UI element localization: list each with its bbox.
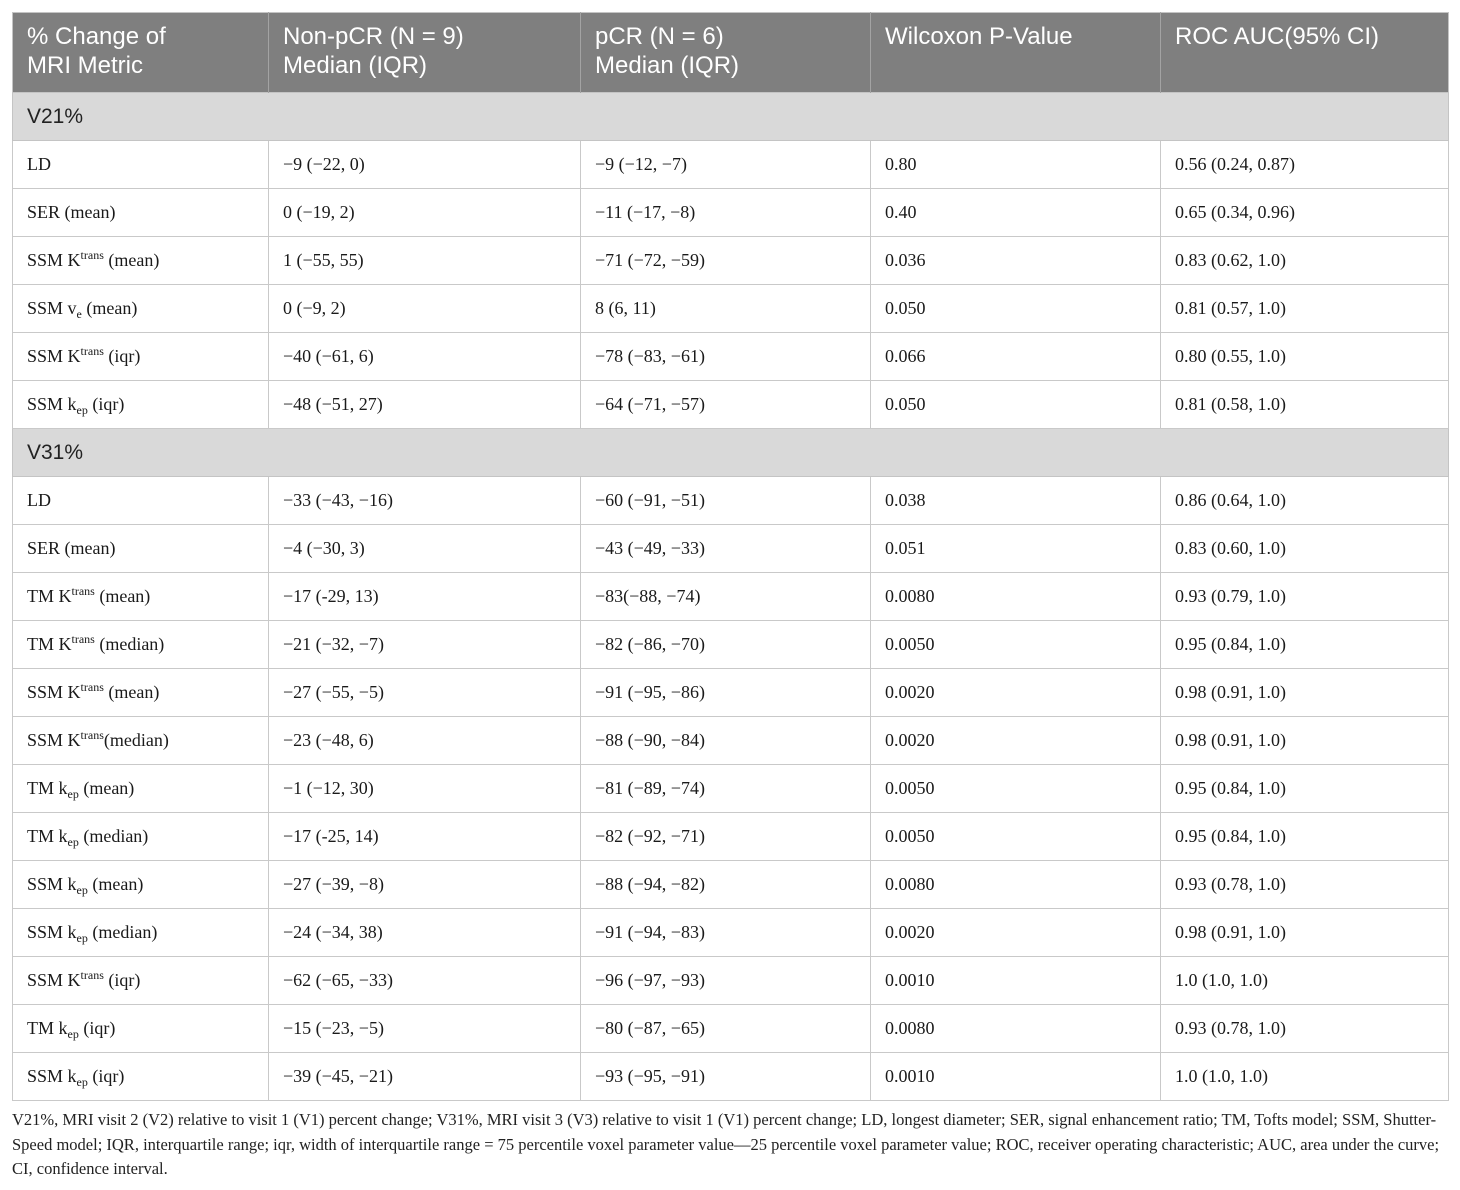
metric-cell xyxy=(13,477,269,525)
roc-auc-cell: 0.81 (0.57, 1.0) xyxy=(1161,285,1449,333)
header-pcr xyxy=(581,13,871,93)
table-row xyxy=(13,141,1449,189)
pcr-cell: −91 (−94, −83) xyxy=(581,909,871,957)
metric-base: SSM k xyxy=(27,922,77,942)
non-pcr-cell: 0 (−19, 2) xyxy=(269,189,581,237)
metric-cell xyxy=(13,333,269,381)
table-row xyxy=(13,381,1449,429)
metric-subscript: ep xyxy=(67,1027,79,1041)
p-value-cell: 0.036 xyxy=(871,237,1161,285)
metric-cell xyxy=(13,669,269,717)
metric-base: TM K xyxy=(27,586,72,606)
pcr-cell: −60 (−91, −51) xyxy=(581,477,871,525)
roc-auc-cell: 1.0 (1.0, 1.0) xyxy=(1161,957,1449,1005)
p-value-cell: 0.0080 xyxy=(871,1005,1161,1053)
pcr-cell: 8 (6, 11) xyxy=(581,285,871,333)
p-value-cell: 0.0020 xyxy=(871,909,1161,957)
non-pcr-cell: 0 (−9, 2) xyxy=(269,285,581,333)
metric-base: SSM k xyxy=(27,874,77,894)
table-row xyxy=(13,1053,1449,1101)
roc-auc-cell: 0.81 (0.58, 1.0) xyxy=(1161,381,1449,429)
metric-cell xyxy=(13,285,269,333)
metric-cell xyxy=(13,189,269,237)
metric-cell xyxy=(13,861,269,909)
metric-subscript: ep xyxy=(76,403,88,417)
metric-suffix: (iqr) xyxy=(87,1066,125,1086)
pcr-cell: −88 (−90, −84) xyxy=(581,717,871,765)
table-row xyxy=(13,237,1449,285)
pcr-cell: −43 (−49, −33) xyxy=(581,525,871,573)
metric-base: SSM K xyxy=(27,730,81,750)
metric-cell xyxy=(13,957,269,1005)
metric-suffix: (iqr) xyxy=(103,970,141,990)
metric-cell xyxy=(13,765,269,813)
header-line: Median (IQR) xyxy=(283,52,428,79)
non-pcr-cell: −40 (−61, 6) xyxy=(269,333,581,381)
metric-cell xyxy=(13,909,269,957)
roc-auc-cell: 0.93 (0.79, 1.0) xyxy=(1161,573,1449,621)
pcr-cell: −88 (−94, −82) xyxy=(581,861,871,909)
section-row xyxy=(13,93,1449,141)
table-row xyxy=(13,573,1449,621)
metric-cell xyxy=(13,237,269,285)
p-value-cell: 0.0050 xyxy=(871,621,1161,669)
metric-cell xyxy=(13,621,269,669)
roc-auc-cell: 0.83 (0.60, 1.0) xyxy=(1161,525,1449,573)
metric-subscript: ep xyxy=(76,883,88,897)
table-row xyxy=(13,333,1449,381)
table-row xyxy=(13,813,1449,861)
table-body xyxy=(13,93,1449,1101)
metric-superscript: trans xyxy=(71,632,95,646)
non-pcr-cell: −24 (−34, 38) xyxy=(269,909,581,957)
non-pcr-cell: −1 (−12, 30) xyxy=(269,765,581,813)
header-line: Non-pCR (N = 9) xyxy=(283,23,464,50)
metric-superscript: trans xyxy=(80,344,104,358)
section-label: V21% xyxy=(13,93,1449,141)
pcr-cell: −64 (−71, −57) xyxy=(581,381,871,429)
roc-auc-cell: 0.86 (0.64, 1.0) xyxy=(1161,477,1449,525)
non-pcr-cell: −17 (-25, 14) xyxy=(269,813,581,861)
metric-suffix: (iqr) xyxy=(78,1018,116,1038)
metric-suffix: (median) xyxy=(78,826,149,846)
p-value-cell: 0.0050 xyxy=(871,765,1161,813)
p-value-cell: 0.051 xyxy=(871,525,1161,573)
metric-superscript: trans xyxy=(71,584,95,598)
p-value-cell: 0.0010 xyxy=(871,957,1161,1005)
pcr-cell: −81 (−89, −74) xyxy=(581,765,871,813)
metric-suffix: (mean) xyxy=(94,586,151,606)
roc-auc-cell: 1.0 (1.0, 1.0) xyxy=(1161,1053,1449,1101)
table-row xyxy=(13,669,1449,717)
section-row xyxy=(13,429,1449,477)
roc-auc-cell: 0.95 (0.84, 1.0) xyxy=(1161,621,1449,669)
metric-superscript: trans xyxy=(80,680,104,694)
roc-auc-cell: 0.98 (0.91, 1.0) xyxy=(1161,717,1449,765)
p-value-cell: 0.80 xyxy=(871,141,1161,189)
table-row xyxy=(13,717,1449,765)
table-row xyxy=(13,861,1449,909)
non-pcr-cell: −27 (−39, −8) xyxy=(269,861,581,909)
p-value-cell: 0.050 xyxy=(871,381,1161,429)
metric-suffix: (mean) xyxy=(81,298,138,318)
roc-auc-cell: 0.93 (0.78, 1.0) xyxy=(1161,861,1449,909)
header-line: Median (IQR) xyxy=(595,52,740,79)
non-pcr-cell: −21 (−32, −7) xyxy=(269,621,581,669)
table-row xyxy=(13,765,1449,813)
metric-cell xyxy=(13,381,269,429)
header-line: pCR (N = 6) xyxy=(595,23,724,50)
non-pcr-cell: 1 (−55, 55) xyxy=(269,237,581,285)
non-pcr-cell: −27 (−55, −5) xyxy=(269,669,581,717)
roc-auc-cell: 0.98 (0.91, 1.0) xyxy=(1161,669,1449,717)
metric-suffix: (mean) xyxy=(78,778,135,798)
metric-base: SSM v xyxy=(27,298,77,318)
section-label: V31% xyxy=(13,429,1449,477)
metric-cell xyxy=(13,525,269,573)
header-metric xyxy=(13,13,269,93)
roc-auc-cell: 0.95 (0.84, 1.0) xyxy=(1161,813,1449,861)
pcr-cell: −91 (−95, −86) xyxy=(581,669,871,717)
p-value-cell: 0.0010 xyxy=(871,1053,1161,1101)
metric-subscript: ep xyxy=(67,787,79,801)
metric-base: SSM k xyxy=(27,394,77,414)
pcr-cell: −80 (−87, −65) xyxy=(581,1005,871,1053)
pcr-cell: −93 (−95, −91) xyxy=(581,1053,871,1101)
roc-auc-cell: 0.56 (0.24, 0.87) xyxy=(1161,141,1449,189)
pcr-cell: −78 (−83, −61) xyxy=(581,333,871,381)
pcr-cell: −96 (−97, −93) xyxy=(581,957,871,1005)
header-line: MRI Metric xyxy=(27,52,143,79)
p-value-cell: 0.0080 xyxy=(871,861,1161,909)
metric-cell xyxy=(13,813,269,861)
non-pcr-cell: −15 (−23, −5) xyxy=(269,1005,581,1053)
metric-superscript: trans xyxy=(80,248,104,262)
p-value-cell: 0.050 xyxy=(871,285,1161,333)
metric-subscript: e xyxy=(76,307,82,321)
pcr-cell: −71 (−72, −59) xyxy=(581,237,871,285)
pcr-cell: −11 (−17, −8) xyxy=(581,189,871,237)
table-row xyxy=(13,285,1449,333)
non-pcr-cell: −17 (-29, 13) xyxy=(269,573,581,621)
metric-base: LD xyxy=(27,154,51,174)
roc-auc-cell: 0.80 (0.55, 1.0) xyxy=(1161,333,1449,381)
metric-suffix: (median) xyxy=(103,730,169,750)
metric-cell xyxy=(13,1053,269,1101)
p-value-cell: 0.0020 xyxy=(871,717,1161,765)
pcr-cell: −9 (−12, −7) xyxy=(581,141,871,189)
non-pcr-cell: −9 (−22, 0) xyxy=(269,141,581,189)
roc-auc-cell: 0.93 (0.78, 1.0) xyxy=(1161,1005,1449,1053)
p-value-cell: 0.40 xyxy=(871,189,1161,237)
metric-cell xyxy=(13,573,269,621)
metric-base: LD xyxy=(27,490,51,510)
header-row xyxy=(13,13,1449,93)
results-table xyxy=(12,12,1449,1101)
table-footnote: V21%, MRI visit 2 (V2) relative to visit 1 (V1) percent change; V31%, MRI visit 3 (V3) relative to visit 1 (V1) percent change; LD, longest diameter; SER, signal enhancement ratio; TM, Tofts model; SSM, Shutter-Speed model; IQR, interquartile range; iqr, width of interquartile range = 75 percentile voxel parameter value—25 percentile voxel parameter value; ROC, receiver operating characteristic; AUC, area under the curve; CI, confidence interval. xyxy=(12,1110,1440,1178)
metric-suffix: (mean) xyxy=(103,250,160,270)
metric-suffix: (iqr) xyxy=(87,394,125,414)
metric-base: SSM k xyxy=(27,1066,77,1086)
p-value-cell: 0.066 xyxy=(871,333,1161,381)
p-value-cell: 0.038 xyxy=(871,477,1161,525)
metric-suffix: (median) xyxy=(87,922,158,942)
roc-auc-cell: 0.95 (0.84, 1.0) xyxy=(1161,765,1449,813)
metric-base: SSM K xyxy=(27,250,81,270)
table-row xyxy=(13,1005,1449,1053)
roc-auc-cell: 0.98 (0.91, 1.0) xyxy=(1161,909,1449,957)
header-line: % Change of xyxy=(27,23,166,50)
non-pcr-cell: −62 (−65, −33) xyxy=(269,957,581,1005)
metric-base: SSM K xyxy=(27,346,81,366)
roc-auc-cell: 0.65 (0.34, 0.96) xyxy=(1161,189,1449,237)
header-roc-auc xyxy=(1161,13,1449,93)
metric-suffix: (mean) xyxy=(87,874,144,894)
table-row xyxy=(13,909,1449,957)
non-pcr-cell: −39 (−45, −21) xyxy=(269,1053,581,1101)
metric-superscript: trans xyxy=(80,728,104,742)
metric-suffix: (iqr) xyxy=(103,346,141,366)
metric-suffix: (mean) xyxy=(103,682,160,702)
metric-base: TM k xyxy=(27,1018,68,1038)
table-row xyxy=(13,477,1449,525)
pcr-cell: −82 (−86, −70) xyxy=(581,621,871,669)
p-value-cell: 0.0080 xyxy=(871,573,1161,621)
metric-cell xyxy=(13,1005,269,1053)
non-pcr-cell: −23 (−48, 6) xyxy=(269,717,581,765)
header-line: ROC AUC(95% CI) xyxy=(1175,23,1380,50)
metric-cell xyxy=(13,141,269,189)
p-value-cell: 0.0050 xyxy=(871,813,1161,861)
metric-subscript: ep xyxy=(76,931,88,945)
metric-base: SER (mean) xyxy=(27,202,116,222)
header-line: Wilcoxon P-Value xyxy=(885,23,1073,50)
metric-base: SSM K xyxy=(27,682,81,702)
non-pcr-cell: −4 (−30, 3) xyxy=(269,525,581,573)
table-row xyxy=(13,957,1449,1005)
metric-cell xyxy=(13,717,269,765)
metric-base: TM k xyxy=(27,778,68,798)
metric-subscript: ep xyxy=(76,1075,88,1089)
roc-auc-cell: 0.83 (0.62, 1.0) xyxy=(1161,237,1449,285)
table-row xyxy=(13,621,1449,669)
non-pcr-cell: −33 (−43, −16) xyxy=(269,477,581,525)
table-header xyxy=(13,13,1449,93)
header-wilcoxon-p-value xyxy=(871,13,1161,93)
pcr-cell: −82 (−92, −71) xyxy=(581,813,871,861)
metric-base: SER (mean) xyxy=(27,538,116,558)
metric-base: TM K xyxy=(27,634,72,654)
metric-suffix: (median) xyxy=(94,634,165,654)
metric-base: TM k xyxy=(27,826,68,846)
table-row xyxy=(13,189,1449,237)
non-pcr-cell: −48 (−51, 27) xyxy=(269,381,581,429)
metric-superscript: trans xyxy=(80,968,104,982)
metric-base: SSM K xyxy=(27,970,81,990)
p-value-cell: 0.0020 xyxy=(871,669,1161,717)
metric-subscript: ep xyxy=(67,835,79,849)
header-non-pcr xyxy=(269,13,581,93)
table-row xyxy=(13,525,1449,573)
pcr-cell: −83(−88, −74) xyxy=(581,573,871,621)
